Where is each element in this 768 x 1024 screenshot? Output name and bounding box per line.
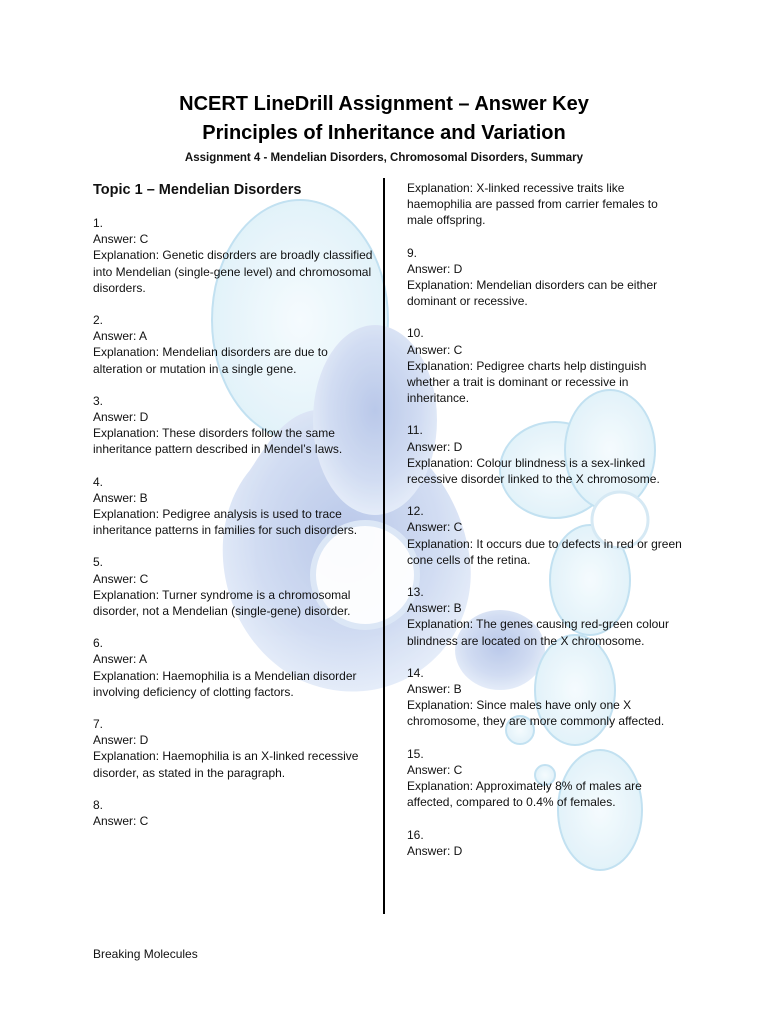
question-answer: Answer: C [93, 571, 149, 586]
question-answer: Answer: D [407, 261, 463, 276]
question-answer: Answer: C [93, 814, 149, 829]
question-item-continuation [407, 180, 682, 229]
question-number: 9. [407, 245, 418, 260]
question-item [93, 554, 378, 619]
topic-heading: Topic 1 – Mendelian Disorders [93, 182, 302, 198]
question-number: 5. [93, 555, 104, 570]
question-explanation: Explanation: Approximately 8% of males are affected, compared to 0.4% of females. [407, 779, 642, 810]
question-answer: Answer: C [407, 762, 463, 777]
title-block [0, 90, 768, 167]
question-item [407, 584, 682, 649]
document-subject: Principles of Inheritance and Variation [202, 122, 566, 144]
question-answer: Answer: B [407, 682, 462, 697]
question-answer: Answer: B [93, 490, 148, 505]
question-explanation: Explanation: Haemophilia is a Mendelian disorder involving deficiency of clotting factors. [93, 668, 357, 699]
question-number: 13. [407, 585, 424, 600]
question-number: 15. [407, 746, 424, 761]
question-number: 11. [407, 423, 423, 438]
question-item [93, 474, 378, 539]
question-answer: Answer: C [407, 342, 463, 357]
question-explanation: Explanation: Genetic disorders are broadly classified into Mendelian (single-gene level) and chromosomal disorders. [93, 248, 373, 295]
question-number: 16. [407, 827, 424, 842]
assignment-subtitle: Assignment 4 - Mendelian Disorders, Chromosomal Disorders, Summary [184, 152, 584, 164]
question-answer: Answer: C [93, 232, 149, 247]
question-item [407, 665, 682, 730]
question-item [407, 245, 682, 310]
question-item [93, 635, 378, 700]
question-number: 2. [93, 313, 104, 328]
question-answer: Answer: C [407, 520, 463, 535]
question-number: 1. [93, 216, 104, 230]
question-number: 7. [93, 717, 104, 732]
question-explanation: Explanation: The genes causing red-green colour blindness are located on the X chromosome. [407, 617, 669, 648]
question-item [407, 827, 682, 859]
question-answer: Answer: B [407, 601, 462, 616]
question-answer: Answer: D [407, 439, 463, 454]
question-explanation: Explanation: Turner syndrome is a chromosomal disorder, not a Mendelian (single-gene) disorder. [93, 587, 351, 619]
question-item [93, 215, 378, 296]
question-explanation: Explanation: Mendelian disorders are due to alteration or mutation in a single gene. [93, 345, 328, 376]
question-item [93, 716, 378, 781]
document-title: NCERT LineDrill Assignment – Answer Key [179, 93, 589, 115]
question-answer: Answer: D [93, 733, 149, 748]
question-answer: Answer: D [407, 843, 463, 858]
question-explanation: Explanation: It occurs due to defects in red or green cone cells of the retina. [407, 536, 682, 567]
right-column [407, 180, 682, 875]
question-item [407, 422, 682, 487]
question-explanation: Explanation: These disorders follow the same inheritance pattern described in Mendel’s laws. [93, 426, 343, 457]
question-explanation: Explanation: Since males have only one X chromosome, they are more commonly affected. [407, 698, 665, 729]
question-item [93, 393, 378, 458]
question-item [407, 746, 682, 811]
question-number: 4. [93, 474, 104, 489]
question-explanation: Explanation: Haemophilia is an X-linked recessive disorder, as stated in the paragraph. [93, 749, 359, 780]
question-number: 8. [93, 797, 104, 812]
column-divider [383, 178, 385, 914]
question-number: 12. [407, 504, 424, 519]
question-number: 10. [407, 326, 424, 341]
question-answer: Answer: D [93, 410, 149, 425]
question-explanation: Explanation: Colour blindness is a sex-linked recessive disorder linked to the X chromosome. [407, 455, 660, 487]
question-item [93, 312, 378, 377]
question-number: 14. [407, 665, 424, 680]
question-explanation: Explanation: Pedigree analysis is used to trace inheritance patterns in families for such disorders. [93, 507, 358, 538]
question-answer: Answer: A [93, 329, 148, 344]
question-explanation: Explanation: X-linked recessive traits like haemophilia are passed from carrier females to male offspring. [407, 181, 658, 228]
question-number: 6. [93, 636, 104, 651]
question-answer: Answer: A [93, 652, 148, 667]
question-number: 3. [93, 393, 104, 408]
question-explanation: Explanation: Pedigree charts help distinguish whether a trait is dominant or recessive in inheritance. [407, 358, 647, 406]
left-column [93, 180, 378, 845]
question-item [407, 325, 682, 406]
question-item [93, 797, 378, 829]
question-item [407, 503, 682, 568]
question-explanation: Explanation: Mendelian disorders can be either dominant or recessive. [407, 278, 658, 309]
page-footer: Breaking Molecules [93, 947, 198, 961]
